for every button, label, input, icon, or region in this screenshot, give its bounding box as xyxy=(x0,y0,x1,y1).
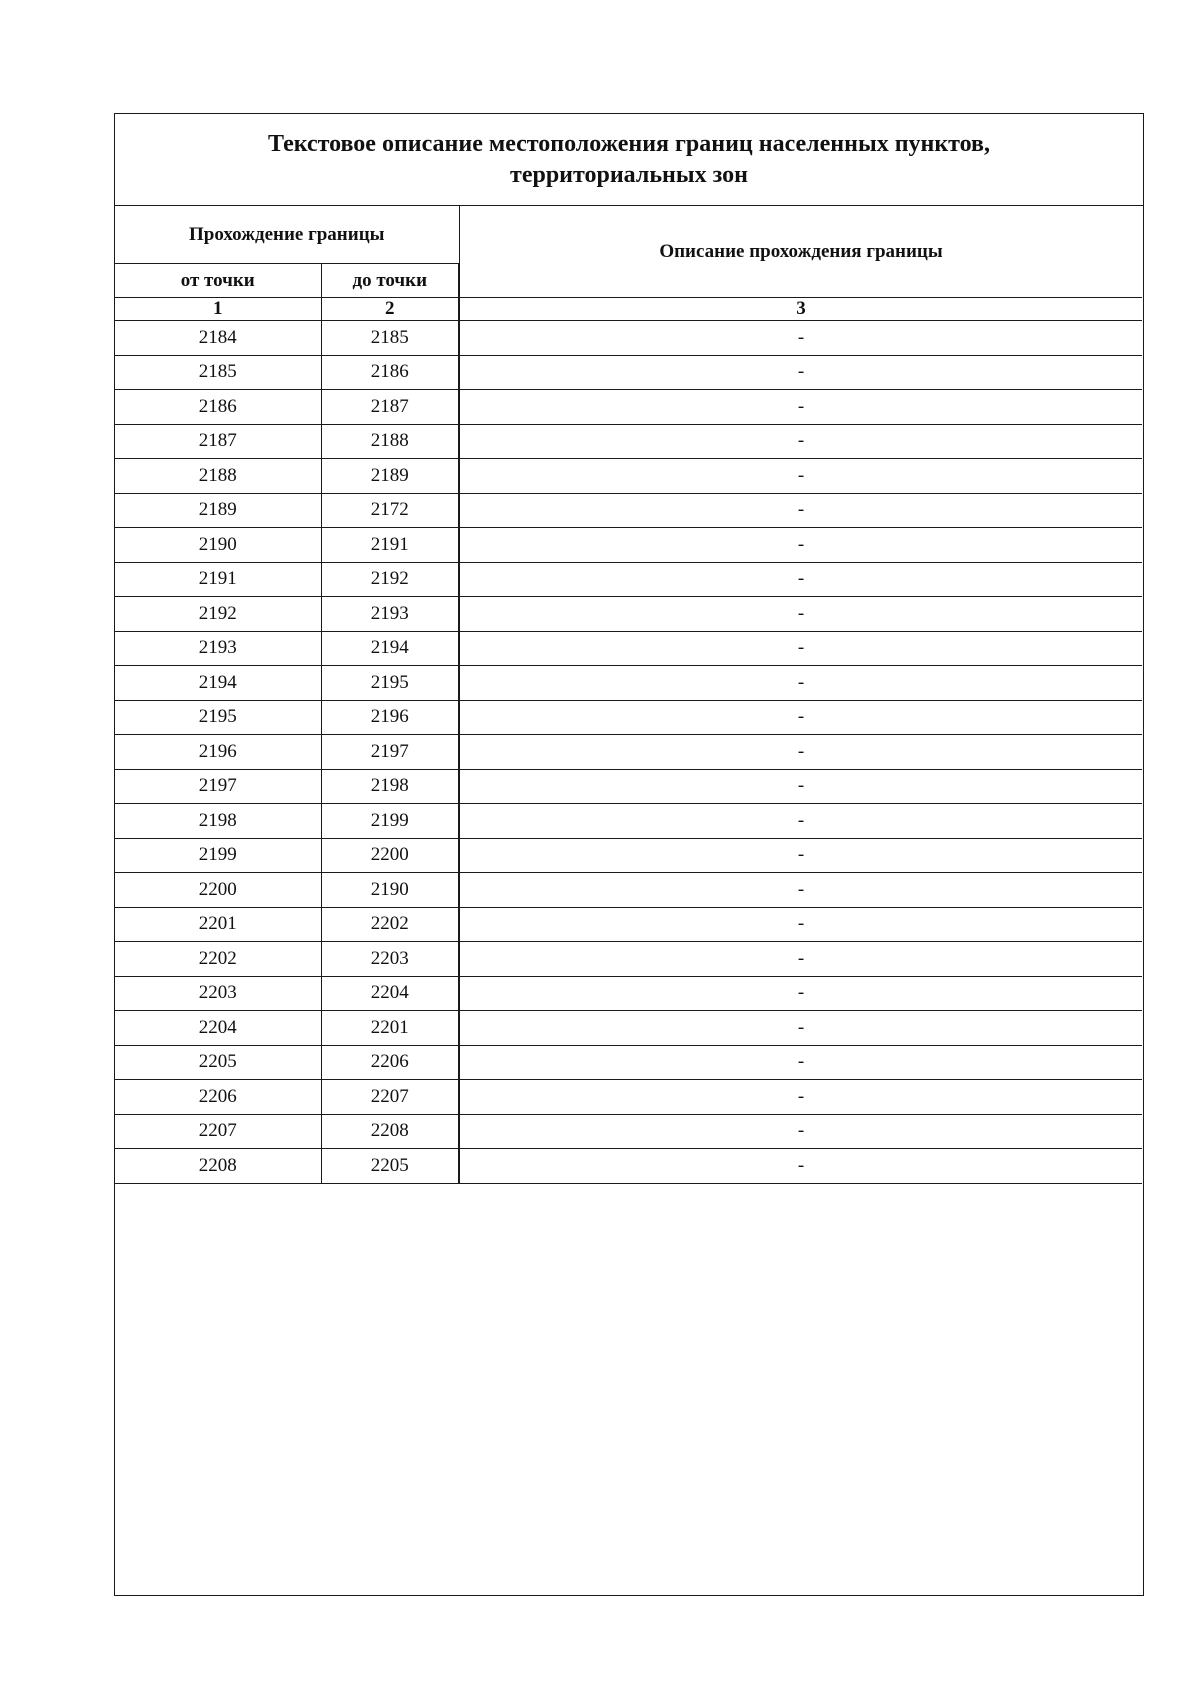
table-row xyxy=(115,907,1142,942)
table-row xyxy=(115,1045,1142,1080)
row-from-point: 2200 xyxy=(115,873,321,908)
row-description: - xyxy=(459,1011,1142,1046)
row-to-point: 2195 xyxy=(321,666,459,701)
table-row xyxy=(115,1080,1142,1115)
row-description: - xyxy=(459,1149,1142,1184)
row-to-point: 2196 xyxy=(321,700,459,735)
row-from-point: 2206 xyxy=(115,1080,321,1115)
row-from-point: 2202 xyxy=(115,942,321,977)
row-from-point: 2187 xyxy=(115,424,321,459)
header-boundary-passage: Прохождение границы xyxy=(115,206,459,264)
row-to-point: 2208 xyxy=(321,1114,459,1149)
table-row xyxy=(115,1149,1142,1184)
table-row xyxy=(115,597,1142,632)
row-to-point: 2193 xyxy=(321,597,459,632)
row-from-point: 2185 xyxy=(115,355,321,390)
row-to-point: 2205 xyxy=(321,1149,459,1184)
row-from-point: 2189 xyxy=(115,493,321,528)
table-row xyxy=(115,321,1142,356)
row-from-point: 2197 xyxy=(115,769,321,804)
table-row xyxy=(115,1114,1142,1149)
header-to-point: до точки xyxy=(321,264,459,298)
row-from-point: 2193 xyxy=(115,631,321,666)
row-description: - xyxy=(459,321,1142,356)
table-row xyxy=(115,1011,1142,1046)
row-to-point: 2185 xyxy=(321,321,459,356)
column-number-2: 2 xyxy=(321,298,459,321)
table-row xyxy=(115,804,1142,839)
row-from-point: 2194 xyxy=(115,666,321,701)
row-description: - xyxy=(459,838,1142,873)
document-frame xyxy=(114,113,1144,1596)
row-description: - xyxy=(459,873,1142,908)
table-row xyxy=(115,735,1142,770)
row-from-point: 2188 xyxy=(115,459,321,494)
row-description: - xyxy=(459,735,1142,770)
column-number-1: 1 xyxy=(115,298,321,321)
row-description: - xyxy=(459,1045,1142,1080)
title-line-2: территориальных зон xyxy=(510,161,748,188)
row-description: - xyxy=(459,631,1142,666)
row-description: - xyxy=(459,597,1142,632)
table-row xyxy=(115,873,1142,908)
row-to-point: 2200 xyxy=(321,838,459,873)
table-row xyxy=(115,838,1142,873)
table-row xyxy=(115,528,1142,563)
row-to-point: 2203 xyxy=(321,942,459,977)
row-to-point: 2191 xyxy=(321,528,459,563)
row-description: - xyxy=(459,942,1142,977)
row-from-point: 2203 xyxy=(115,976,321,1011)
row-description: - xyxy=(459,907,1142,942)
row-to-point: 2204 xyxy=(321,976,459,1011)
row-description: - xyxy=(459,976,1142,1011)
row-to-point: 2189 xyxy=(321,459,459,494)
table-row xyxy=(115,976,1142,1011)
row-description: - xyxy=(459,804,1142,839)
row-from-point: 2201 xyxy=(115,907,321,942)
row-from-point: 2196 xyxy=(115,735,321,770)
row-description: - xyxy=(459,459,1142,494)
table-row xyxy=(115,390,1142,425)
table-row xyxy=(115,493,1142,528)
row-to-point: 2202 xyxy=(321,907,459,942)
table-row xyxy=(115,769,1142,804)
row-to-point: 2198 xyxy=(321,769,459,804)
row-description: - xyxy=(459,390,1142,425)
row-to-point: 2197 xyxy=(321,735,459,770)
row-from-point: 2208 xyxy=(115,1149,321,1184)
row-description: - xyxy=(459,355,1142,390)
row-from-point: 2205 xyxy=(115,1045,321,1080)
row-description: - xyxy=(459,528,1142,563)
column-number-3: 3 xyxy=(459,298,1142,321)
table-row xyxy=(115,700,1142,735)
table-row xyxy=(115,459,1142,494)
row-from-point: 2186 xyxy=(115,390,321,425)
row-description: - xyxy=(459,700,1142,735)
boundary-table xyxy=(115,206,1142,1184)
table-row xyxy=(115,355,1142,390)
row-to-point: 2206 xyxy=(321,1045,459,1080)
row-description: - xyxy=(459,666,1142,701)
document-title xyxy=(115,114,1143,206)
row-from-point: 2199 xyxy=(115,838,321,873)
row-to-point: 2186 xyxy=(321,355,459,390)
row-from-point: 2184 xyxy=(115,321,321,356)
row-to-point: 2188 xyxy=(321,424,459,459)
row-to-point: 2187 xyxy=(321,390,459,425)
row-to-point: 2207 xyxy=(321,1080,459,1115)
row-from-point: 2204 xyxy=(115,1011,321,1046)
row-description: - xyxy=(459,562,1142,597)
row-description: - xyxy=(459,1114,1142,1149)
header-from-point: от точки xyxy=(115,264,321,298)
row-to-point: 2172 xyxy=(321,493,459,528)
row-to-point: 2190 xyxy=(321,873,459,908)
table-row xyxy=(115,942,1142,977)
row-description: - xyxy=(459,493,1142,528)
row-to-point: 2199 xyxy=(321,804,459,839)
table-row xyxy=(115,666,1142,701)
row-from-point: 2190 xyxy=(115,528,321,563)
table-row xyxy=(115,631,1142,666)
row-from-point: 2207 xyxy=(115,1114,321,1149)
row-description: - xyxy=(459,1080,1142,1115)
row-description: - xyxy=(459,769,1142,804)
table-row xyxy=(115,424,1142,459)
row-to-point: 2194 xyxy=(321,631,459,666)
title-line-1: Текстовое описание местоположения границ населенных пунктов, xyxy=(267,130,991,157)
header-boundary-description: Описание прохождения границы xyxy=(459,206,1142,298)
row-to-point: 2192 xyxy=(321,562,459,597)
table-row xyxy=(115,562,1142,597)
row-from-point: 2192 xyxy=(115,597,321,632)
row-from-point: 2198 xyxy=(115,804,321,839)
row-from-point: 2195 xyxy=(115,700,321,735)
row-to-point: 2201 xyxy=(321,1011,459,1046)
row-description: - xyxy=(459,424,1142,459)
row-from-point: 2191 xyxy=(115,562,321,597)
